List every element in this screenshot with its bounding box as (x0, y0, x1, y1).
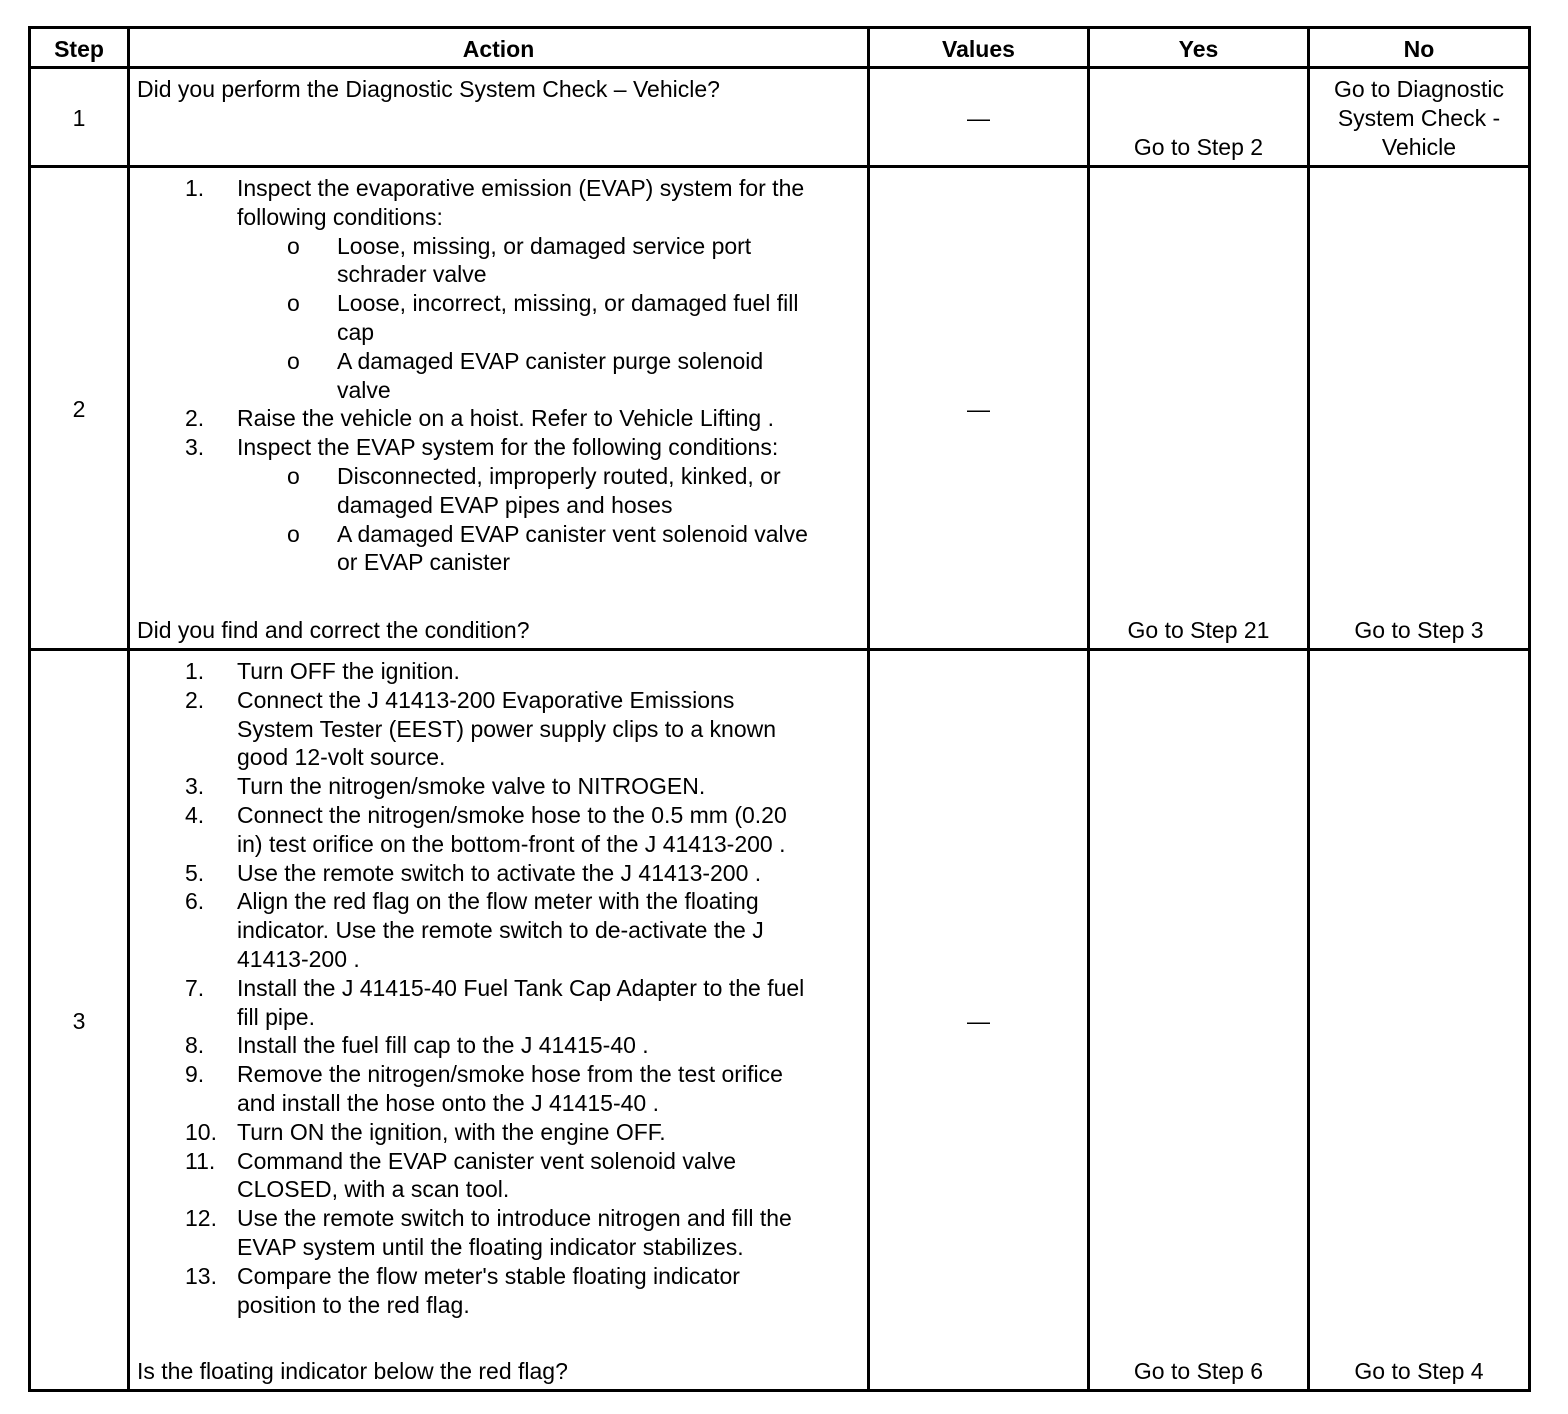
yes-cell: Go to Step 6 (1133, 1358, 1264, 1384)
list-item: 10. Turn ON the ignition, with the engine OFF. (185, 1118, 666, 1145)
header-yes: Yes (1178, 36, 1219, 62)
row-divider (28, 165, 1531, 168)
action-question: Did you perform the Diagnostic System Check – Vehicle? (137, 76, 720, 102)
action-question: Is the floating indicator below the red flag? (137, 1358, 568, 1384)
list-item: 1. Inspect the evaporative emission (EVAP) system for the following conditions: (185, 175, 805, 230)
row-divider (28, 648, 1531, 651)
header-values: Values (942, 36, 1015, 62)
list-item: 5. Use the remote switch to activate the J 41413-200 . (185, 859, 762, 886)
no-cell (1310, 75, 1528, 161)
step-number: 2 (72, 396, 86, 422)
list-item: 9. Remove the nitrogen/smoke hose from the test orifice and install the hose onto the J 41415-40 . (185, 1061, 783, 1116)
list-item: 6. Align the red flag on the flow meter with the floating indicator. Use the remote switch to de-activate the J 41413-200 . (185, 888, 764, 972)
list-item: 7. Install the J 41415-40 Fuel Tank Cap Adapter to the fuel fill pipe. (185, 974, 805, 1030)
column-divider (867, 26, 870, 1392)
column-divider (1307, 26, 1310, 1392)
list-item: 13. Compare the flow meter's stable floating indicator position to the red flag. (185, 1262, 740, 1318)
step-number: 1 (72, 105, 86, 131)
list-item: o A damaged EVAP canister purge solenoid valve (287, 347, 764, 403)
action-question: Did you find and correct the condition? (137, 617, 530, 643)
list-item: o Disconnected, improperly routed, kinked, or damaged EVAP pipes and hoses (287, 462, 781, 518)
list-item: 1. Turn OFF the ignition. (185, 658, 460, 684)
values-cell: — (967, 105, 990, 131)
list-item: 2. Connect the J 41413-200 Evaporative Emissions System Tester (EEST) power supply clips to a known good 12-volt source. (185, 686, 777, 771)
row-divider (28, 66, 1531, 69)
yes-cell: Go to Step 21 (1127, 617, 1270, 643)
no-line: Vehicle (1381, 133, 1457, 160)
header-no: No (1403, 36, 1435, 62)
list-item: 8. Install the fuel fill cap to the J 41415-40 . (185, 1032, 649, 1059)
no-cell: Go to Step 3 (1354, 617, 1484, 643)
action-list (137, 657, 865, 1319)
list-item: 2. Raise the vehicle on a hoist. Refer to Vehicle Lifting . (185, 405, 774, 432)
list-item: 3. Inspect the EVAP system for the following conditions: (185, 434, 779, 461)
list-item: 3. Turn the nitrogen/smoke valve to NITROGEN. (185, 773, 706, 800)
step-number: 3 (72, 1008, 86, 1034)
column-divider (127, 26, 130, 1392)
list-item: o Loose, missing, or damaged service port schrader valve (287, 232, 752, 288)
yes-cell: Go to Step 2 (1133, 134, 1264, 160)
no-line: System Check - (1337, 104, 1501, 131)
action-list (137, 174, 865, 577)
list-item: o A damaged EVAP canister vent solenoid valve or EVAP canister (287, 520, 808, 576)
values-cell: — (967, 1008, 990, 1034)
no-line: Go to Diagnostic (1333, 76, 1505, 102)
list-item: 11. Command the EVAP canister vent solenoid valve CLOSED, with a scan tool. (185, 1147, 737, 1203)
header-step: Step (54, 36, 104, 62)
no-cell: Go to Step 4 (1354, 1358, 1484, 1384)
list-item: 4. Connect the nitrogen/smoke hose to the 0.5 mm (0.20 in) test orifice on the bottom-front of the J 41413-200 . (185, 801, 787, 857)
values-cell: — (967, 396, 990, 422)
column-divider (1087, 26, 1090, 1392)
header-action: Action (462, 36, 535, 62)
list-item: o Loose, incorrect, missing, or damaged fuel fill cap (287, 290, 799, 345)
list-item: 12. Use the remote switch to introduce nitrogen and fill the EVAP system until the floating indicator stabilizes. (185, 1205, 792, 1260)
